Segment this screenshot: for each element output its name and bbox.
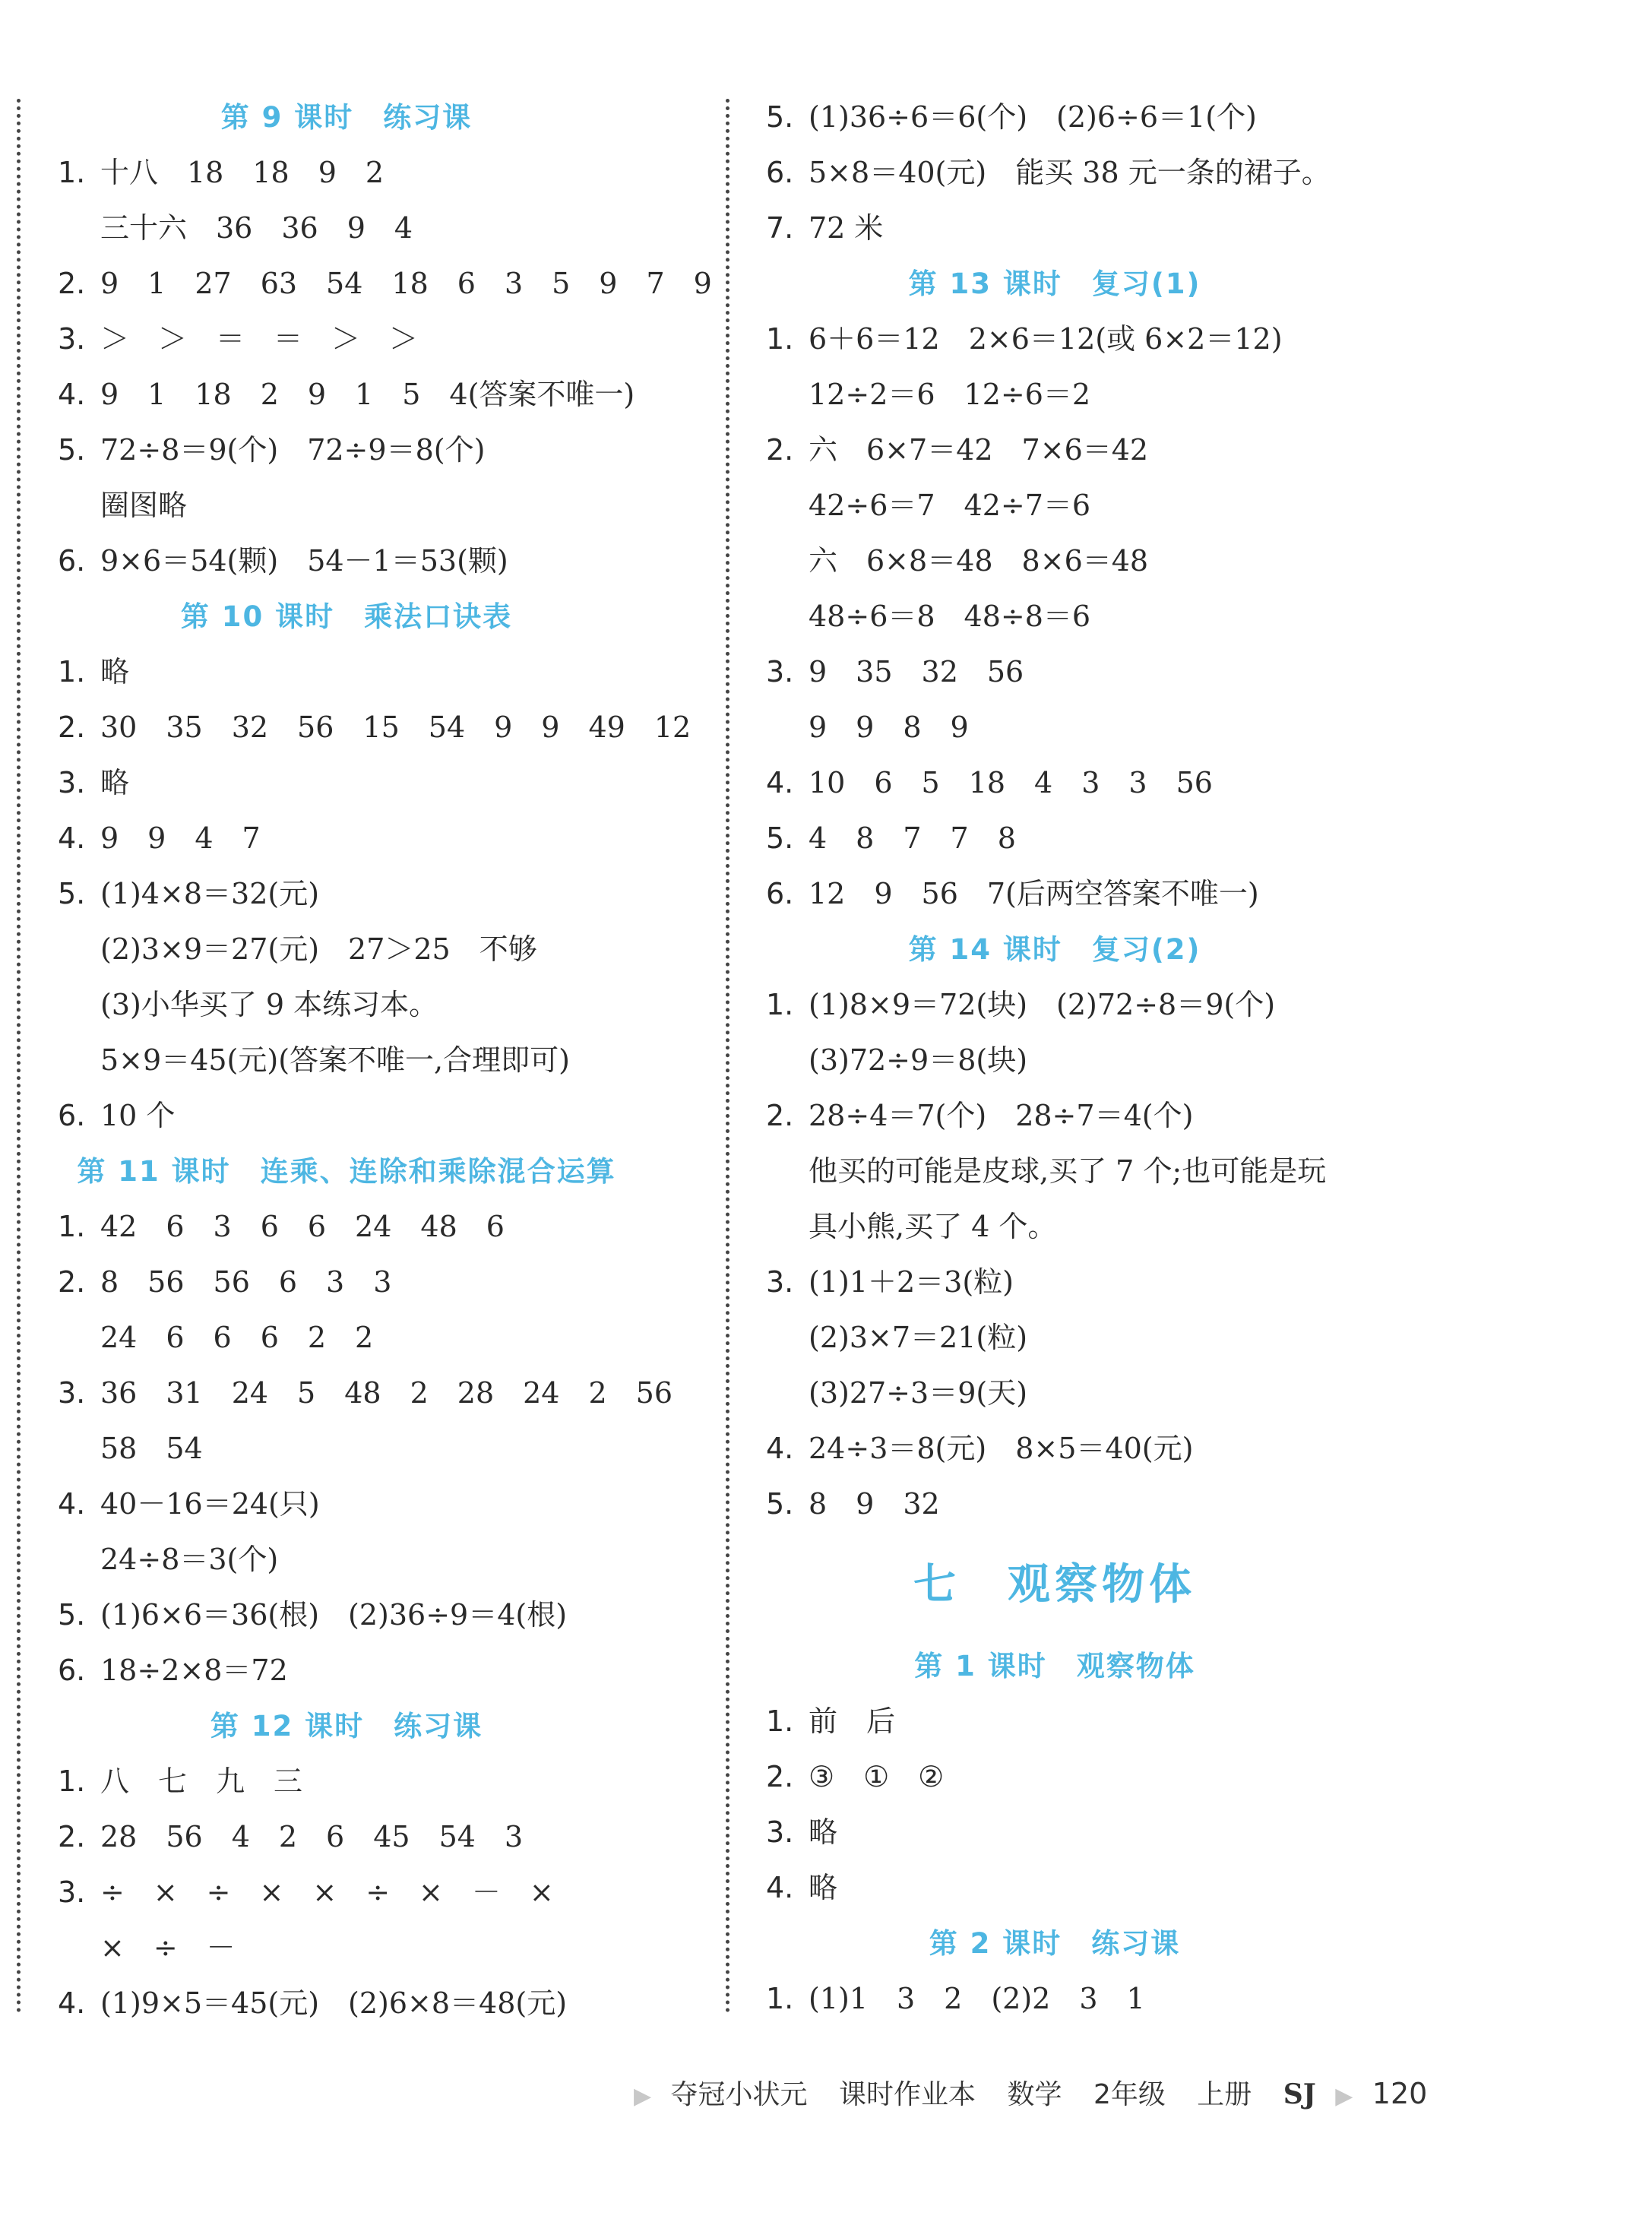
item-number: 6. (58, 1099, 86, 1132)
answer-text: 9 1 18 2 9 1 5 4(答案不唯一) (100, 378, 635, 411)
item-number: 2. (766, 433, 794, 467)
answer-column-left (58, 90, 712, 2031)
answer-text: 8 56 56 6 3 3 (100, 1265, 392, 1299)
answer-text: 10 6 5 18 4 3 3 56 (809, 766, 1213, 799)
item-number: 1. (766, 1982, 794, 2015)
item-number: 4. (58, 1986, 86, 2020)
answer-text: 6＋6＝12 2×6＝12(或 6×2＝12) (809, 322, 1283, 356)
item-number: 6. (58, 1654, 86, 1687)
answer-text: (1)36÷6＝6(个) (2)6÷6＝1(个) (809, 100, 1257, 134)
answer-line (58, 145, 696, 201)
answer-line (58, 1255, 696, 1310)
answer-text: 略 (100, 655, 130, 688)
answer-line (766, 312, 1526, 367)
answer-continuation: 24 6 6 6 2 2 (100, 1321, 374, 1354)
section-heading: 第 11 课时 连乘、连除和乘除混合运算 (77, 1155, 616, 1188)
answer-line (58, 1754, 696, 1809)
footer-volume: 上册 (1197, 2079, 1252, 2110)
unit-title: 七 观察物体 (913, 1560, 1196, 1610)
answer-line (766, 145, 1526, 201)
footer-arrow-icon: ▶ (1335, 2083, 1353, 2110)
answer-continuation: 三十六 36 36 9 4 (100, 211, 413, 245)
footer-code: SJ (1283, 2078, 1316, 2110)
item-number: 4. (58, 378, 86, 411)
answer-continuation: 42÷6＝7 42÷7＝6 (809, 489, 1091, 522)
answer-line (58, 1088, 696, 1144)
item-number: 3. (766, 1265, 794, 1299)
answer-line (766, 1477, 1526, 1532)
item-number: 1. (766, 988, 794, 1021)
answer-line (58, 312, 696, 367)
binding-dots-left (17, 99, 21, 2014)
item-number: 7. (766, 211, 794, 245)
answer-continuation: 48÷6＝8 48÷8＝6 (809, 600, 1091, 633)
answer-line (58, 367, 696, 423)
answer-text: 36 31 24 5 48 2 28 24 2 56 (100, 1376, 673, 1410)
item-number: 6. (766, 156, 794, 189)
answer-line (58, 256, 712, 312)
answer-text: 30 35 32 56 15 54 9 9 49 12 (100, 711, 691, 744)
answer-text: (1)4×8＝32(元) (100, 877, 320, 910)
item-number: 3. (58, 766, 86, 799)
item-number: 3. (58, 1376, 86, 1410)
binding-dots-right (726, 99, 729, 2014)
answer-line (766, 1255, 1526, 1310)
answer-continuation: (2)3×9＝27(元) 27＞25 不够 (100, 932, 537, 966)
answer-line (58, 533, 696, 589)
item-number: 6. (58, 544, 86, 578)
answer-continuation: 圈图略 (100, 489, 188, 522)
answer-line (766, 1860, 1526, 1916)
answer-text: (1)1 3 2 (2)2 3 1 (809, 1982, 1145, 2015)
answer-line (766, 811, 1526, 866)
answer-line (766, 755, 1526, 811)
answer-line (58, 1976, 696, 2031)
answer-line (58, 866, 696, 922)
answer-text: 40－16＝24(只) (100, 1487, 320, 1521)
answer-line (766, 1971, 1526, 2027)
item-number: 4. (58, 821, 86, 855)
answer-continuation: 12÷2＝6 12÷6＝2 (809, 378, 1091, 411)
answer-text: (1)6×6＝36(根) (2)36÷9＝4(根) (100, 1598, 568, 1632)
answer-text: 六 6×7＝42 7×6＝42 (809, 433, 1149, 467)
item-number: 2. (766, 1099, 794, 1132)
answer-line (766, 866, 1526, 922)
section-heading: 第 12 课时 练习课 (210, 1710, 483, 1742)
answer-text: 28÷4＝7(个) 28÷7＝4(个) (809, 1099, 1194, 1132)
answer-text: ÷ × ÷ × × ÷ × － × (100, 1875, 554, 1909)
answer-line (58, 755, 696, 811)
footer-grade: 2年级 (1093, 2079, 1166, 2110)
answer-line (58, 700, 696, 755)
item-number: 5. (58, 433, 86, 467)
answer-line (766, 201, 1526, 256)
item-number: 1. (58, 156, 86, 189)
answer-text: 八 七 九 三 (100, 1765, 303, 1798)
answer-line (58, 1199, 696, 1255)
footer-arrow-icon: ▶ (634, 2083, 652, 2110)
answer-text: 18÷2×8＝72 (100, 1654, 288, 1687)
answer-continuation: 具小熊,买了 4 个。 (809, 1210, 1057, 1243)
answer-line (58, 811, 696, 866)
item-number: 3. (766, 1815, 794, 1849)
item-number: 5. (766, 1487, 794, 1521)
answer-text: 42 6 3 6 6 24 48 6 (100, 1210, 505, 1243)
answer-column-right (766, 90, 1526, 2027)
page-number: 120 (1372, 2077, 1428, 2110)
answer-text: ＞ ＞ ＝ ＝ ＞ ＞ (100, 322, 419, 356)
section-heading: 第 2 课时 练习课 (929, 1927, 1181, 1960)
answer-text: 略 (809, 1871, 838, 1904)
item-number: 1. (58, 1210, 86, 1243)
answer-text: 9 35 32 56 (809, 655, 1024, 688)
answer-continuation: 5×9＝45(元)(答案不唯一,合理即可) (100, 1043, 570, 1077)
section-heading: 第 9 课时 练习课 (220, 101, 473, 134)
item-number: 2. (58, 1265, 86, 1299)
answer-text: 10 个 (100, 1099, 176, 1132)
footer-brand: 夺冠小状元 (670, 2079, 808, 2110)
answer-continuation: (3)27÷3＝9(天) (809, 1376, 1028, 1410)
footer-subject: 数学 (1007, 2079, 1062, 2110)
answer-text: ③ ① ② (809, 1760, 945, 1793)
answer-line (766, 1749, 1526, 1805)
section-heading: 第 13 课时 复习(1) (908, 267, 1201, 300)
answer-text: 略 (100, 766, 130, 799)
answer-line (766, 1805, 1526, 1860)
answer-text: 8 9 32 (809, 1487, 940, 1521)
answer-text: 4 8 7 7 8 (809, 821, 1016, 855)
answer-line (58, 1643, 696, 1698)
item-number: 3. (58, 322, 86, 356)
answer-text: 略 (809, 1815, 838, 1849)
item-number: 1. (58, 655, 86, 688)
answer-text: 9 1 27 63 54 18 6 3 5 9 7 9 (100, 267, 712, 300)
answer-text: (1)8×9＝72(块) (2)72÷8＝9(个) (809, 988, 1276, 1021)
answer-text: 9×6＝54(颗) 54－1＝53(颗) (100, 544, 508, 578)
item-number: 2. (58, 1820, 86, 1853)
answer-line (58, 423, 696, 478)
section-heading: 第 10 课时 乘法口诀表 (180, 600, 513, 633)
item-number: 5. (766, 100, 794, 134)
answer-text: 72÷8＝9(个) 72÷9＝8(个) (100, 433, 486, 467)
answer-text: 十八 18 18 9 2 (100, 156, 385, 189)
answer-text: 5×8＝40(元) 能买 38 元一条的裙子。 (809, 156, 1331, 189)
item-number: 4. (766, 1432, 794, 1465)
answer-line (766, 977, 1526, 1033)
item-number: 5. (766, 821, 794, 855)
answer-text: 24÷3＝8(元) 8×5＝40(元) (809, 1432, 1194, 1465)
section-heading: 第 1 课时 观察物体 (914, 1650, 1195, 1682)
answer-continuation: (2)3×7＝21(粒) (809, 1321, 1028, 1354)
answer-continuation: 9 9 8 9 (809, 711, 969, 744)
item-number: 1. (766, 1704, 794, 1738)
answer-line (58, 1809, 696, 1865)
item-number: 6. (766, 877, 794, 910)
item-number: 3. (58, 1875, 86, 1909)
answer-text: 前 后 (809, 1704, 896, 1738)
answer-line (58, 1865, 696, 1920)
item-number: 4. (766, 1871, 794, 1904)
answer-text: (1)9×5＝45(元) (2)6×8＝48(元) (100, 1986, 568, 2020)
item-number: 2. (58, 711, 86, 744)
answer-line (766, 644, 1526, 700)
answer-line (766, 1421, 1526, 1477)
answer-continuation: (3)小华买了 9 本练习本。 (100, 988, 438, 1021)
answer-continuation: (3)72÷9＝8(块) (809, 1043, 1028, 1077)
answer-line (58, 1366, 696, 1421)
answer-text: 12 9 56 7(后两空答案不唯一) (809, 877, 1259, 910)
item-number: 3. (766, 655, 794, 688)
item-number: 2. (58, 267, 86, 300)
item-number: 5. (58, 877, 86, 910)
item-number: 1. (766, 322, 794, 356)
answer-text: (1)1＋2＝3(粒) (809, 1265, 1014, 1299)
section-heading: 第 14 课时 复习(2) (908, 933, 1201, 966)
answer-text: 9 9 4 7 (100, 821, 261, 855)
answer-text: 28 56 4 2 6 45 54 3 (100, 1820, 524, 1853)
answer-line (766, 90, 1526, 145)
answer-continuation: 24÷8＝3(个) (100, 1543, 279, 1576)
answer-continuation: 58 54 (100, 1432, 203, 1465)
item-number: 5. (58, 1598, 86, 1632)
answer-text: 72 米 (809, 211, 884, 245)
item-number: 1. (58, 1765, 86, 1798)
answer-line (58, 1477, 696, 1532)
answer-line (766, 423, 1526, 478)
answer-line (766, 1088, 1526, 1144)
answer-continuation: × ÷ － (100, 1931, 236, 1964)
answer-line (58, 1587, 696, 1643)
answer-line (766, 1694, 1526, 1749)
answer-continuation: 六 6×8＝48 8×6＝48 (809, 544, 1149, 578)
page-footer (623, 2067, 1427, 2120)
item-number: 2. (766, 1760, 794, 1793)
answer-continuation: 他买的可能是皮球,买了 7 个;也可能是玩 (809, 1154, 1327, 1188)
footer-book: 课时作业本 (839, 2079, 976, 2110)
item-number: 4. (766, 766, 794, 799)
item-number: 4. (58, 1487, 86, 1521)
answer-line (58, 644, 696, 700)
